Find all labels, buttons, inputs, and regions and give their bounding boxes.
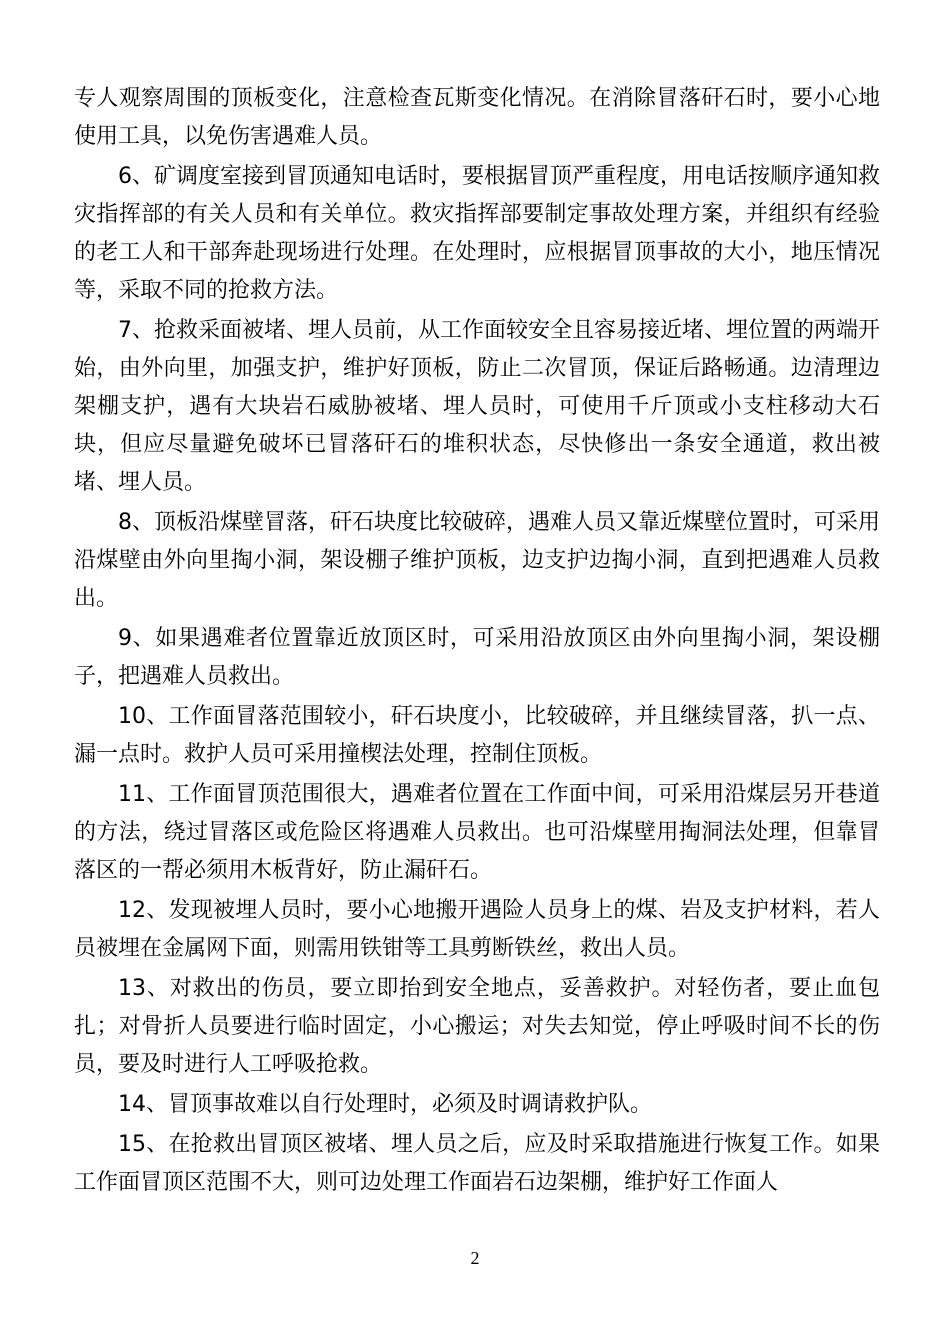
paragraph-item-15: 15、在抢救出冒顶区被堵、埋人员之后，应及时采取措施进行恢复工作。如果工作面冒顶区范围不大，则可边处理工作面岩石边架棚，维护好工作面人 bbox=[74, 1132, 880, 1195]
paragraph-item-11: 11、工作面冒顶范围很大，遇难者位置在工作面中间，可采用沿煤层另开巷道的方法，绕过冒落区或危险区将遇难人员救出。也可沿煤壁用掏洞法处理，但靠冒落区的一帮必须用木板背好，防止漏矸石。 bbox=[74, 782, 880, 883]
paragraph-item-8: 8、顶板沿煤壁冒落，矸石块度比较破碎，遇难人员又靠近煤壁位置时，可采用沿煤壁由外向里掏小洞，架设棚子维护顶板，边支护边掏小洞，直到把遇难人员救出。 bbox=[74, 510, 880, 611]
paragraph-item-9: 9、如果遇难者位置靠近放顶区时，可采用沿放顶区由外向里掏小洞，架设棚子，把遇难人员救出。 bbox=[74, 626, 880, 689]
paragraph-item-7: 7、抢救采面被堵、埋人员前，从工作面较安全且容易接近堵、埋位置的两端开始，由外向里，加强支护，维护好顶板，防止二次冒顶，保证后路畅通。边清理边架棚支护，遇有大块岩石威胁被堵、埋人员时，可使用千斤顶或小支柱移动大石块，但应尽量避免破坏已冒落矸石的堆积状态，尽快修出一条安全通道，救出被堵、埋人员。 bbox=[74, 318, 880, 495]
page-number: 2 bbox=[470, 1248, 480, 1268]
paragraph-item-10: 10、工作面冒落范围较小，矸石块度小，比较破碎，并且继续冒落，扒一点、漏一点时。救护人员可采用撞楔法处理，控制住顶板。 bbox=[74, 704, 880, 767]
paragraph-item-12: 12、发现被埋人员时，要小心地搬开遇险人员身上的煤、岩及支护材料，若人员被埋在金属网下面，则需用铁钳等工具剪断铁丝，救出人员。 bbox=[74, 898, 880, 961]
document-body bbox=[74, 80, 880, 1204]
paragraph-item-6: 6、矿调度室接到冒顶通知电话时，要根据冒顶严重程度，用电话按顺序通知救灾指挥部的有关人员和有关单位。救灾指挥部要制定事故处理方案，并组织有经验的老工人和干部奔赴现场进行处理。在处理时，应根据冒顶事故的大小，地压情况等，采取不同的抢救方法。 bbox=[74, 164, 880, 303]
paragraph-item-14: 14、冒顶事故难以自行处理时，必须及时调请救护队。 bbox=[118, 1092, 652, 1117]
paragraph-continuation: 专人观察周围的顶板变化，注意检查瓦斯变化情况。在消除冒落矸石时，要小心地使用工具，以免伤害遇难人员。 bbox=[74, 86, 880, 149]
paragraph-item-13: 13、对救出的伤员，要立即抬到安全地点，妥善救护。对轻伤者，要止血包扎；对骨折人员要进行临时固定，小心搬运；对失去知觉，停止呼吸时间不长的伤员，要及时进行人工呼吸抢救。 bbox=[74, 976, 880, 1077]
